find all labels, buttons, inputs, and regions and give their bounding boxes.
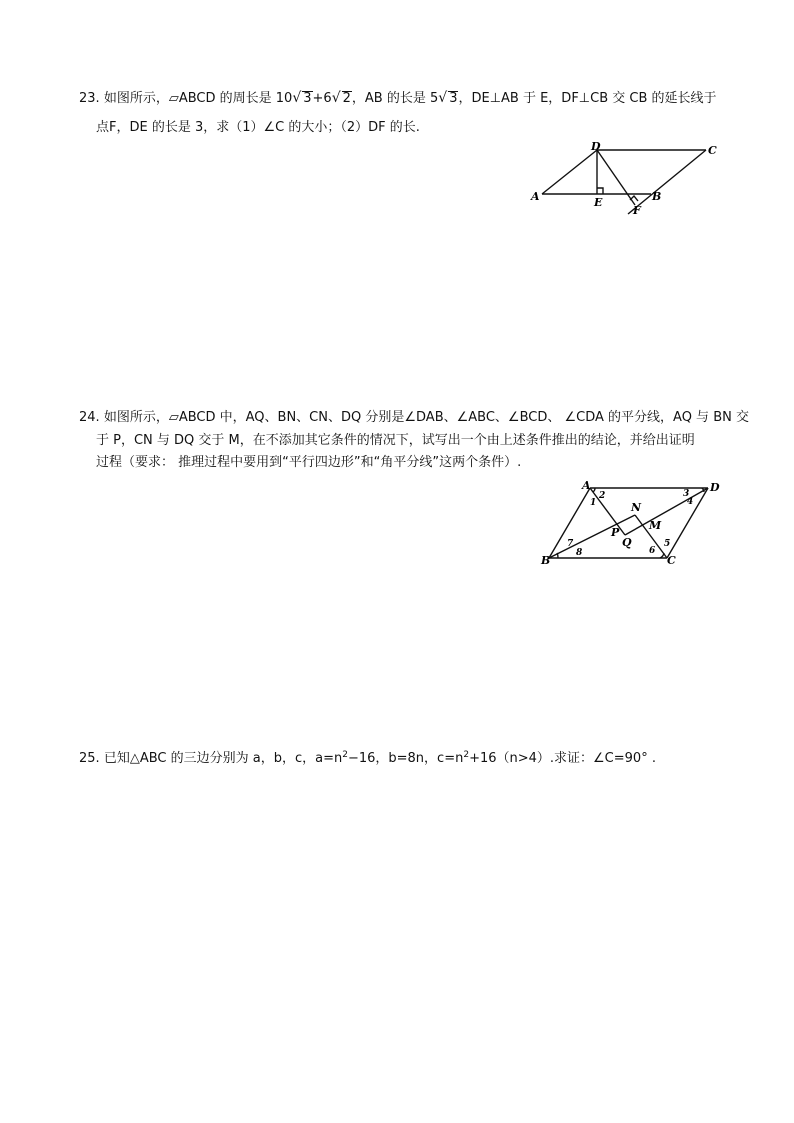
problem-24-line-2: 于 P，CN 与 DQ 交于 M，在不添加其它条件的情况下，试写出一个由上述条件推出的结论，并给出证明 — [96, 433, 695, 448]
fig23-seg-AD — [542, 150, 597, 194]
problem-25-line-1: 25. 已知△ABC 的三边分别为 a，b，c，$a=n^2-16$，b=8n，$c=n^2+16(n>4)$.求证：∠C=90° . — [79, 750, 656, 766]
fig23-label-C: C — [708, 144, 717, 157]
fig23-label-F: F — [633, 204, 641, 217]
fig24-seg-AQ — [590, 488, 625, 535]
fig24-angle-5: 5 — [664, 539, 671, 549]
problem-24-number: 24. — [79, 410, 100, 425]
problem-24-line-1: 24. 如图所示，▱ABCD 中，AQ、BN、CN、DQ 分别是∠DAB、∠ABC、∠BCD、 ∠CDA 的平分线，AQ 与 BN 交 — [79, 410, 749, 425]
fig23-seg-DF — [597, 150, 635, 205]
fig24-angle-6: 6 — [649, 546, 656, 556]
problem-25-number: 25. — [79, 751, 100, 766]
problem-24-line-3: 过程（要求： 推理过程中要用到“平行四边形”和“角平分线”这两个条件）. — [96, 455, 522, 470]
fig24-label-Q: Q — [622, 536, 632, 549]
fig24-label-N: N — [631, 501, 642, 514]
fig24-angle-1: 1 — [590, 498, 597, 508]
problem-23-line-2: 点F，DE 的长是 3，求（1）∠C 的大小；（2）DF 的长. — [96, 120, 420, 135]
figure-23-parallelogram — [528, 138, 728, 224]
fig24-label-A: A — [582, 479, 591, 492]
fig23-right-angle-E — [597, 188, 603, 194]
fig23-label-B: B — [652, 190, 662, 203]
fig23-label-E: E — [594, 196, 603, 209]
fig24-label-C: C — [667, 554, 676, 567]
fig24-angle-3: 3 — [683, 489, 690, 499]
fig24-angle-2: 2 — [599, 491, 606, 501]
fig24-angle-8: 8 — [576, 548, 583, 558]
parallelogram-symbol: ▱ — [168, 410, 179, 425]
fig23-label-A: A — [531, 190, 540, 203]
parallelogram-symbol: ▱ — [168, 91, 179, 106]
fig24-label-M: M — [649, 519, 662, 532]
fig24-label-D: D — [710, 481, 720, 494]
fig24-label-B: B — [541, 554, 551, 567]
problem-23-number: 23. — [79, 91, 100, 106]
fig23-label-D: D — [591, 140, 601, 153]
problem-23-line-1: 23. 如图所示，▱ABCD 的周长是 10√ 3+6√ 2，AB 的长是 5√ 3，DE⊥AB 于 E，DF⊥CB 交 CB 的延长线于 — [79, 90, 717, 106]
fig24-label-P: P — [611, 526, 620, 539]
figure-24-parallelogram — [538, 478, 728, 568]
fig24-angle-7: 7 — [567, 539, 574, 549]
fig24-angle-4: 4 — [687, 497, 694, 507]
